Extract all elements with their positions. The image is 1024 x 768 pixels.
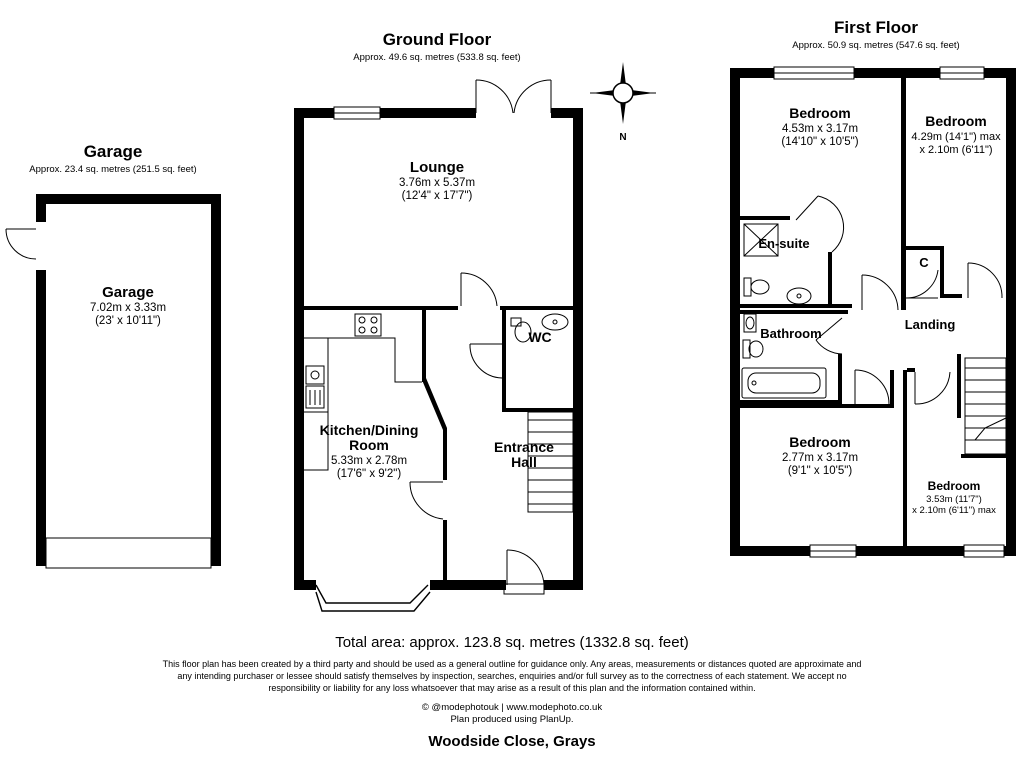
garage-floor-area: Approx. 23.4 sq. metres (251.5 sq. feet) — [29, 164, 197, 175]
garage-side-door[interactable] — [6, 229, 36, 259]
ground-floor-section — [294, 30, 583, 611]
hob-icon — [355, 314, 381, 336]
wc-room-name: WC — [528, 329, 552, 345]
ensuite-basin-icon — [787, 288, 811, 304]
disclaimer-text: This floor plan has been created by a third party and should be used as a general outline for guidance only. Any areas, measurements or distances quoted are approximate and any intending purchaser or lessee should satisfy themselves by inspection, searches, enquiries and/or full survey as to the correctness of each statement. We accept no responsibility or liability for any loss whatsoever that may arise as a result of this plan and the information contained within. — [162, 659, 862, 693]
ensuite-toilet-icon — [744, 278, 769, 296]
bedroom1-room-dim-imperial: (14'10" x 10'5") — [781, 136, 859, 148]
kitchen-door[interactable] — [410, 482, 443, 519]
property-address: Woodside Close, Grays — [428, 733, 596, 750]
credit-line: © @modephotouk | www.modephoto.co.uk — [421, 702, 603, 713]
bedroom4-door[interactable] — [915, 372, 950, 404]
bathroom-toilet-icon — [743, 340, 763, 358]
ensuite-room-name: En-suite — [758, 236, 810, 251]
bedroom3-room-name: Bedroom — [789, 434, 851, 450]
lounge-window — [334, 107, 380, 119]
garage-door[interactable] — [46, 538, 211, 568]
bedroom3-door[interactable] — [855, 370, 889, 404]
kitchen-sink-icon — [306, 366, 324, 408]
ground-floor-title: Ground Floor — [382, 30, 492, 49]
landing-room-name: Landing — [904, 317, 956, 332]
wc-door[interactable] — [470, 344, 502, 378]
compass-north-label: N — [619, 132, 627, 143]
bathroom-basin-icon — [744, 314, 756, 332]
first-floor-title: First Floor — [833, 18, 919, 37]
wc-basin-icon — [542, 314, 568, 330]
kitchen-room-dim-metric: 5.33m x 2.78m — [330, 455, 408, 467]
hall-room-name: Entrance — [494, 439, 554, 455]
garage-section — [6, 142, 221, 568]
bedroom4-room-dim-metric: 3.53m (11'7") — [926, 494, 982, 505]
bedroom4-room-name: Bedroom — [927, 479, 981, 493]
kitchen-room-name: Kitchen/Dining — [319, 422, 419, 438]
kitchen-bay-window — [316, 585, 430, 611]
bedroom1-room-name: Bedroom — [789, 105, 851, 121]
lounge-room-name: Lounge — [409, 159, 465, 176]
bedroom2-room-dim-metric: 4.29m (14'1") max — [911, 131, 1001, 143]
bathtub-icon — [742, 368, 826, 398]
bedroom3-room-dim-imperial: (9'1" x 10'5") — [787, 465, 853, 477]
plan-produced-line: Plan produced using PlanUp. — [450, 714, 574, 725]
cupboard-door[interactable] — [906, 270, 938, 298]
first-floor-section — [730, 18, 1016, 557]
front-door[interactable] — [504, 550, 544, 594]
bedroom3-room-dim-metric: 2.77m x 3.17m — [781, 452, 859, 464]
garage-walls — [36, 194, 221, 566]
bedroom2-room-name: Bedroom — [925, 113, 987, 129]
bathroom-room-name: Bathroom — [760, 326, 822, 341]
credit-block — [0, 702, 1024, 726]
kitchen-room-dim-imperial: (17'6" x 9'2") — [336, 468, 402, 480]
lounge-room-dim-metric: 3.76m x 5.37m — [398, 177, 476, 189]
bedroom1-door[interactable] — [862, 275, 898, 310]
garage-room-name: Garage — [102, 284, 154, 301]
compass-rose-icon — [590, 62, 656, 143]
hall-room-name-line2: Hall — [511, 454, 537, 470]
first-floor-stairs — [965, 358, 1006, 454]
lounge-french-doors[interactable] — [476, 80, 551, 113]
first-floor-area: Approx. 50.9 sq. metres (547.6 sq. feet) — [792, 40, 960, 51]
cupboard-room-name: C — [919, 255, 929, 270]
bedroom1-room-dim-metric: 4.53m x 3.17m — [781, 123, 859, 135]
garage-room-dim-imperial: (23' x 10'11") — [95, 315, 161, 327]
garage-floor-title: Garage — [83, 142, 143, 161]
ground-floor-area: Approx. 49.6 sq. metres (533.8 sq. feet) — [353, 52, 521, 63]
total-area: Total area: approx. 123.8 sq. metres (1332.8 sq. feet) — [335, 634, 689, 651]
kitchen-room-name-line2: Room — [349, 437, 389, 453]
bedroom2-room-dim-imperial: x 2.10m (6'11") — [919, 144, 993, 156]
garage-room-dim-metric: 7.02m x 3.33m — [89, 302, 167, 314]
bedroom2-door[interactable] — [968, 263, 1002, 298]
lounge-door[interactable] — [461, 273, 497, 306]
lounge-room-dim-imperial: (12'4" x 17'7") — [401, 190, 473, 202]
bedroom4-room-dim-imperial: x 2.10m (6'11") max — [912, 505, 996, 516]
